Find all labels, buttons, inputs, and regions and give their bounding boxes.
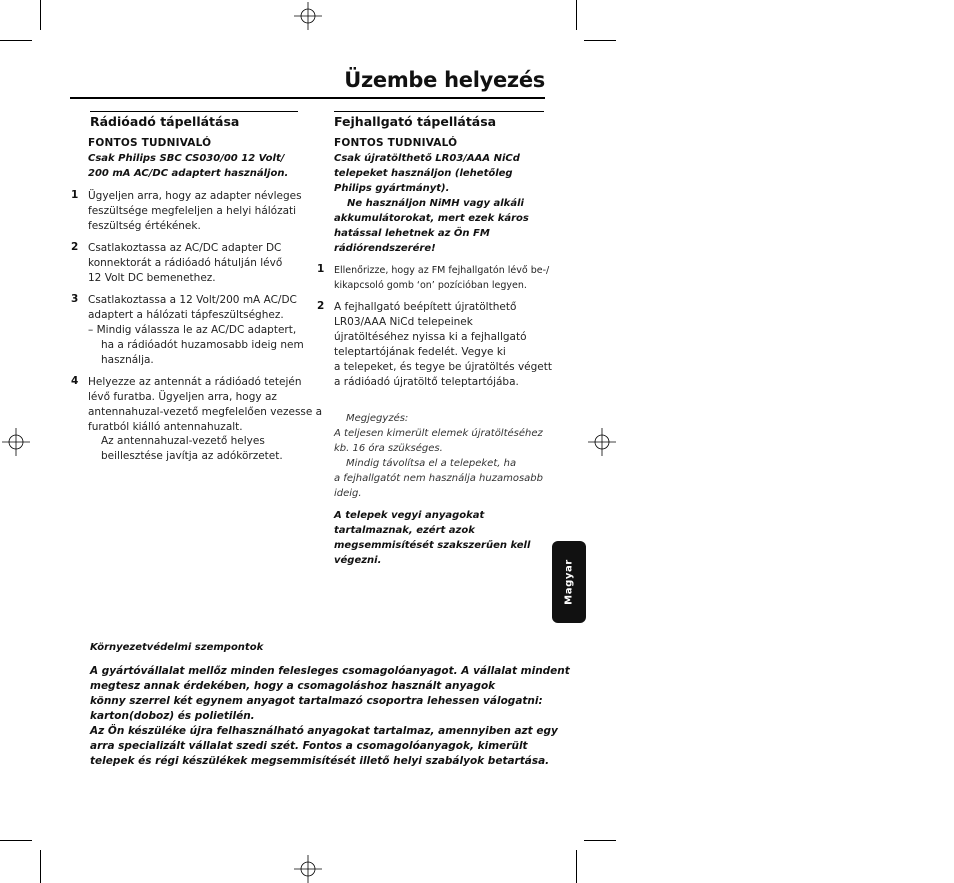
step-text: Ellenőrizze, hogy az FM fejhallgatón lévő be-/ kikapcsoló gomb ‘on’ pozícióban legyen. bbox=[334, 265, 550, 291]
notice-text: Csak újratölthető LR03/AAA NiCd telepeket használjon (lehetőleg Philips gyártmányt). bbox=[334, 153, 520, 194]
notice-text: Csak Philips SBC CS030/00 12 Volt/ 200 mA AC/DC adaptert használjon. bbox=[88, 153, 289, 179]
crop-mark bbox=[40, 850, 41, 883]
section-heading: Rádióadó tápellátása bbox=[90, 114, 240, 129]
page-title: Üzembe helyezés bbox=[344, 68, 545, 92]
step-text: A fejhallgató beépített újratölthető LR03/AAA NiCd telepeinek újratöltéséhez nyissa ki a fejhallgató teleptartójának fedelét. Vegye ki a telepeket, és tegye be újratöltés végett a rádióadó újratöltő teleptartójába. bbox=[334, 301, 552, 388]
step-number: 2 bbox=[71, 241, 79, 253]
language-tab bbox=[552, 541, 586, 623]
warning-text: Ne használjon NiMH vagy alkáli akkumulátorokat, mert ezek káros hatással lehetnek az Ön FM rádiórendszerére! bbox=[334, 198, 529, 254]
crop-mark bbox=[40, 0, 41, 30]
step-text: Helyezze az antennát a rádióadó tetején lévő furatba. Ügyeljen arra, hogy az antennahuzal-vezető megfelelően vezesse a furatból kiálló antennahuzalt. bbox=[88, 376, 323, 433]
crop-mark bbox=[576, 850, 577, 883]
section-rule bbox=[90, 111, 298, 112]
crop-mark bbox=[0, 840, 32, 841]
title-rule bbox=[70, 97, 545, 99]
step-subnote: – Mindig válassza le az AC/DC adaptert, ha a rádióadót huzamosabb ideig nem használja. bbox=[88, 324, 304, 366]
section-heading: Fejhallgató tápellátása bbox=[334, 114, 497, 129]
step-number: 4 bbox=[71, 375, 79, 387]
step-number: 3 bbox=[71, 293, 79, 305]
step-text: Csatlakoztassa a 12 Volt/200 mA AC/DC adaptert a hálózati tápfeszültséghez. bbox=[88, 294, 297, 321]
step-number: 1 bbox=[317, 263, 325, 275]
environment-heading: Környezetvédelmi szempontok bbox=[90, 642, 264, 653]
step-text: Ügyeljen arra, hogy az adapter névleges feszültsége megfeleljen a helyi hálózati feszültség értékének. bbox=[88, 190, 302, 232]
crop-mark bbox=[584, 40, 616, 41]
registration-mark-icon bbox=[588, 428, 616, 456]
step-number: 1 bbox=[71, 189, 79, 201]
registration-mark-icon bbox=[294, 855, 322, 883]
note-text: A teljesen kimerült elemek újratöltéséhez kb. 16 óra szükséges. Mindig távolítsa el a telepeket, ha a fejhallgatót nem használja huzamosabb ideig. bbox=[334, 428, 544, 499]
step-text: Csatlakoztassa az AC/DC adapter DC konnektorát a rádióadó hátulján lévő 12 Volt DC bemenethez. bbox=[88, 242, 283, 284]
notice-label: FONTOS TUDNIVALÓ bbox=[334, 137, 458, 149]
step-subnote: Az antennahuzal-vezető helyes beillesztése javítja az adókörzetet. bbox=[101, 435, 283, 462]
notice-label: FONTOS TUDNIVALÓ bbox=[88, 137, 212, 149]
note-label: Megjegyzés: bbox=[346, 413, 409, 424]
registration-mark-icon bbox=[294, 2, 322, 30]
registration-mark-icon bbox=[2, 428, 30, 456]
section-rule bbox=[334, 111, 544, 112]
crop-mark bbox=[576, 0, 577, 30]
crop-mark bbox=[584, 840, 616, 841]
crop-mark bbox=[0, 40, 32, 41]
disposal-text: A telepek vegyi anyagokat tartalmaznak, ezért azok megsemmisítését szakszerűen kell végezni. bbox=[334, 510, 531, 566]
language-tab-label: Magyar bbox=[563, 559, 575, 605]
step-number: 2 bbox=[317, 300, 325, 312]
environment-text: A gyártóvállalat mellőz minden felesleges csomagolóanyagot. A vállalat mindent megtesz annak érdekében, hogy a csomagoláshoz használt anyagok könny szerrel két egynem anyagot tartalmazó csoportra lehessen válogatni: karton(doboz) és polietilén. Az Ön készüléke újra felhasználható anyagokat tartalmaz, amennyiben azt egy arra specializált vállalat szedi szét. Fontos a csomagolóanyagok, kimerült telepek és régi készülékek megsemmisítését illető helyi szabályok betartása. bbox=[90, 665, 570, 767]
